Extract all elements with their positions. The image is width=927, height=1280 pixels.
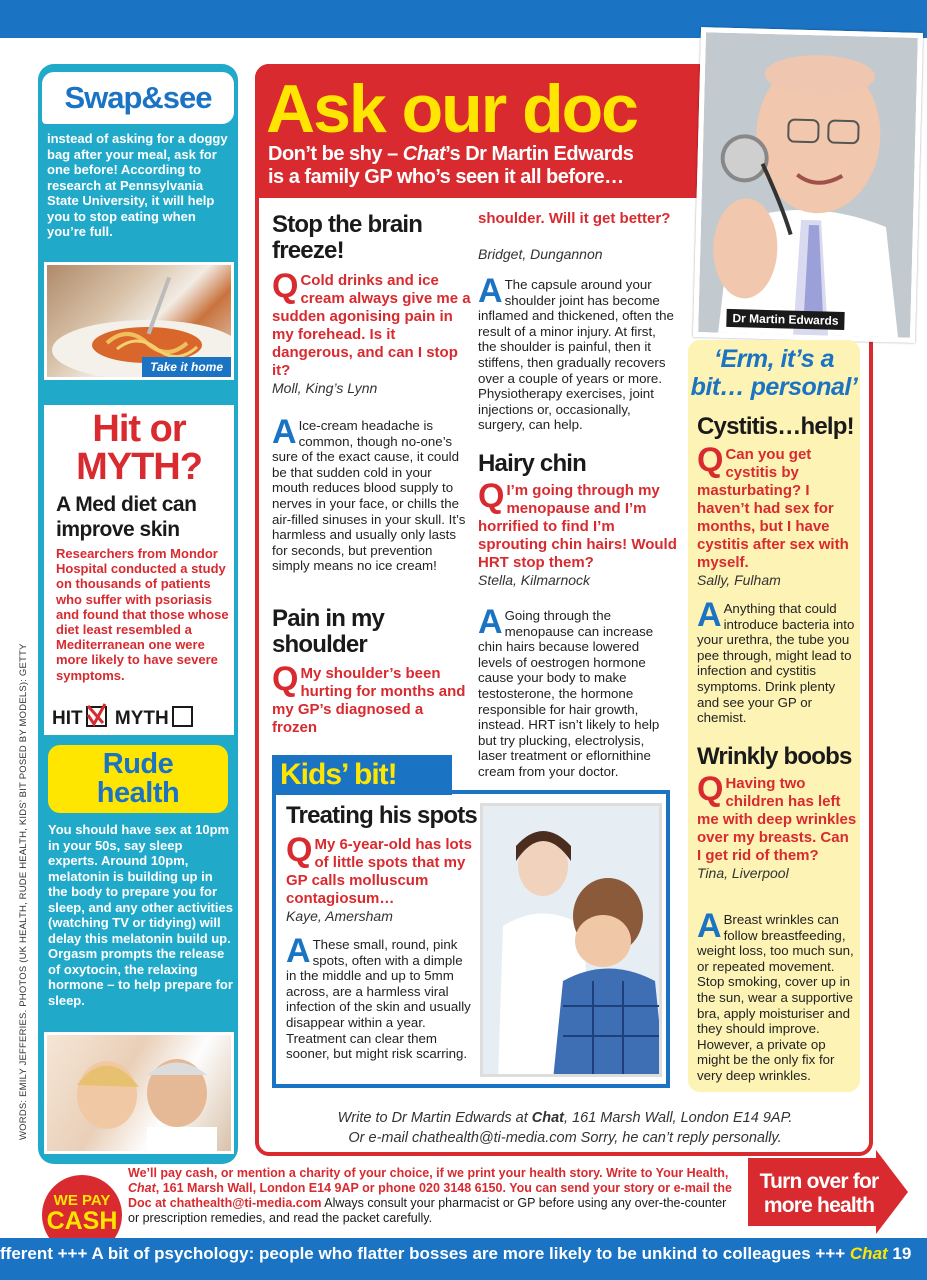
photo-credit: WORDS: EMILY JEFFERIES. PHOTOS (UK HEALTH, RUDE HEALTH, KIDS’ BIT POSED BY MODELS): GETTY [18, 643, 29, 1140]
doctor-illustration [698, 32, 918, 337]
hit-or-myth-body: Researchers from Mondor Hospital conducted a study on thousands of patients who suffer with psoriasis and found that those whose diet least resembled a Mediterranean one were more likely to have severe symptoms. [56, 546, 229, 683]
turn-over-text: Turn over for more health [759, 1170, 879, 1217]
cystitis-question: Can you get cystitis by masturbating? I haven’t had sex for months, but I have cystitis after sex with myself. [697, 446, 849, 571]
a-drop-cap: A [272, 413, 297, 451]
a-drop-cap: A [697, 907, 722, 945]
cystitis-answer-block [697, 596, 857, 726]
a-drop-cap: A [286, 932, 311, 970]
ask-our-doc-title: Ask our doc [266, 71, 637, 147]
kids-bit-title: Kids’ bit! [280, 758, 397, 791]
swap-and-see-title: Swap&see [42, 72, 234, 124]
q-drop-cap: Q [697, 770, 724, 808]
q-drop-cap: Q [286, 831, 313, 869]
shoulder-question-part1: Q My shoulder’s been hurting for months and my GP’s diagnosed a frozen [272, 660, 466, 736]
red-tick-icon [85, 703, 107, 727]
a-drop-cap: A [697, 596, 722, 634]
header-subtitle: Don’t be shy – Chat’s Dr Martin Edwards is a family GP who’s seen it all before… [268, 143, 634, 188]
treating-spots-question-block [286, 831, 478, 925]
hairy-chin-answer: Going through the menopause can increase chin hairs because lowered levels of oestrogen hormone cause your body to make testosterone, the hormone responsible for hair growth, instead. HRT isn’t likely to help but try plucking, electrolysis, laser treatment or eflornithine cream from your doctor. [478, 608, 660, 779]
wrinkly-boobs-question: Having two children has left me with deep wrinkles over my breasts. Can I get rid of them? [697, 775, 857, 864]
wrinkly-boobs-answer-block [697, 907, 857, 1084]
brain-freeze-heading: Stop the brain freeze! [272, 211, 423, 264]
brain-freeze-answer: Ice-cream headache is common, though no-one’s sure of the exact cause, it could be that sudden cold in your mouth reduces blood supply to nerves in your face, or chills the air-filled sinuses in your skull. It’s harmless and usually only lasts for seconds, but prevention simply means no ice cream! [272, 418, 466, 574]
wrinkly-boobs-asker: Tina, Liverpool [697, 865, 789, 881]
hairy-chin-question-block [478, 477, 678, 589]
q-drop-cap: Q [478, 477, 505, 515]
shoulder-question-part2: shoulder. Will it get better? [478, 210, 671, 227]
wrinkly-boobs-question-block [697, 770, 857, 882]
q-drop-cap: Q [697, 441, 724, 479]
hit-myth-checkboxes [52, 706, 232, 730]
doctor-photo [693, 27, 923, 343]
treating-spots-heading: Treating his spots [286, 802, 477, 829]
brain-freeze-asker: Moll, King’s Lynn [272, 380, 378, 396]
we-pay-cash-text: We’ll pay cash, or mention a charity of your choice, if we print your health story. Write to Your Health, Chat, 161 Marsh Wall, London E14 9AP or phone 020 3148 6150. You can send your story or e-mail the Doc at chathealth@ti-media.com Always consult your pharmacist or GP before using any over-the-counter or prescription remedies, and read the packet carefully. [128, 1166, 732, 1225]
ticker-text: fferent +++ A bit of psychology: people who flatter bosses are more likely to be unkind to colleagues +++ [0, 1244, 850, 1263]
brain-freeze-answer-block [272, 413, 472, 574]
shoulder-answer-block [478, 272, 674, 433]
pasta-photo [44, 262, 234, 380]
photo-caption-take-it-home: Take it home [142, 357, 231, 377]
hairy-chin-answer-block [478, 603, 674, 780]
cystitis-question-block [697, 441, 857, 589]
myth-checkbox-empty [172, 706, 193, 727]
doctor-child-illustration [483, 806, 662, 1077]
shoulder-asker: Bridget, Dungannon [478, 246, 603, 262]
couple-photo [44, 1032, 234, 1154]
rude-health-body: You should have sex at 10pm in your 50s, say sleep experts. Around 10pm, melatonin is building up in the body to prepare you for sleep, and any other activities (watching TV or tidying) will delay this melatonin build up. Orgasm prompts the release of oxytocin, the relaxing hormone – to help prepare for sleep. [48, 822, 233, 1008]
write-to-doctor: Write to Dr Martin Edwards at Chat, 161 Marsh Wall, London E14 9AP. Or e-mail chathealth@ti-media.com Sorry, he can’t reply personally. [337, 1110, 793, 1146]
ticker-brand: Chat [849, 1244, 888, 1263]
treating-spots-answer-block [286, 932, 472, 1062]
q-drop-cap: Q [272, 267, 299, 305]
we-pay-cash-badge: WE PAY CASH [42, 1175, 122, 1255]
doctor-caption: Dr Martin Edwards [726, 309, 844, 330]
cystitis-asker: Sally, Fulham [697, 572, 781, 588]
hit-label: HIT [52, 708, 83, 729]
hit-or-myth-title: Hit or MYTH? [76, 408, 202, 488]
couple-illustration [47, 1035, 234, 1154]
turn-over-arrow[interactable] [748, 1150, 908, 1234]
brain-freeze-question: Cold drinks and ice cream always give me a sudden agonising pain in my forehead. Is it dangerous, and can I stop it? [272, 272, 471, 379]
myth-label: MYTH [114, 708, 169, 729]
hairy-chin-question: I’m going through my menopause and I’m horrified to find I’m sprouting chin hairs! Would HRT stop them? [478, 482, 677, 571]
q-drop-cap: Q [272, 660, 299, 698]
shoulder-answer: The capsule around your shoulder joint has become inflamed and thickened, often the result of a minor injury. At first, the shoulder is painful, then it stiffens, then gradually recovers over a couple of years or more. Physiotherapy exercises, joint injections or, occasionally, surgery, can help. [478, 277, 674, 433]
treating-spots-question: My 6-year-old has lots of little spots that my GP calls molluscum contagiosum… [286, 836, 472, 907]
wrinkly-boobs-heading: Wrinkly boobs [697, 743, 852, 770]
hit-checkbox-checked [86, 706, 107, 727]
page-number: 19 [892, 1244, 912, 1263]
wrinkly-boobs-answer: Breast wrinkles can follow breastfeeding, weight loss, too much sun, or repeated movement. Stop smoking, cover up in the sun, wear a supportive bra, apply moisturiser and they should improve. However, a private op might be the only fix for very deep wrinkles. [697, 912, 854, 1083]
cystitis-answer: Anything that could introduce bacteria into your urethra, the tube you pee through, might lead to infection and cystitis symptoms. Drink plenty and see your GP or chemist. [697, 601, 855, 726]
shoulder-heading: Pain in my shoulder [272, 605, 385, 658]
hit-or-myth-subtitle: A Med diet can improve skin [56, 493, 197, 541]
bottom-ticker [0, 1238, 927, 1280]
treating-spots-asker: Kaye, Amersham [286, 908, 393, 924]
hairy-chin-asker: Stella, Kilmarnock [478, 572, 591, 588]
brain-freeze-question-block [272, 267, 472, 397]
personal-title: ‘Erm, it’s a bit… personal’ [690, 345, 858, 401]
doctor-child-photo [480, 803, 662, 1077]
swap-body: instead of asking for a doggy bag after your meal, ask for one before! According to research at Pennsylvania State University, it will help you to stop eating when you’re full. [47, 131, 228, 239]
rude-health-title: Rude health [48, 745, 228, 813]
a-drop-cap: A [478, 603, 503, 641]
hairy-chin-heading: Hairy chin [478, 450, 587, 477]
treating-spots-answer: These small, round, pink spots, often with a dimple in the middle and up to 5mm across, are a harmless viral infection of the skin and usually disappear within a year. Treatment can clear them sooner, but might risk scarring. [286, 937, 471, 1062]
cystitis-heading: Cystitis…help! [697, 413, 854, 440]
chat-brand: Chat [531, 1110, 565, 1126]
a-drop-cap: A [478, 272, 503, 310]
chat-brand: Chat [402, 143, 446, 165]
